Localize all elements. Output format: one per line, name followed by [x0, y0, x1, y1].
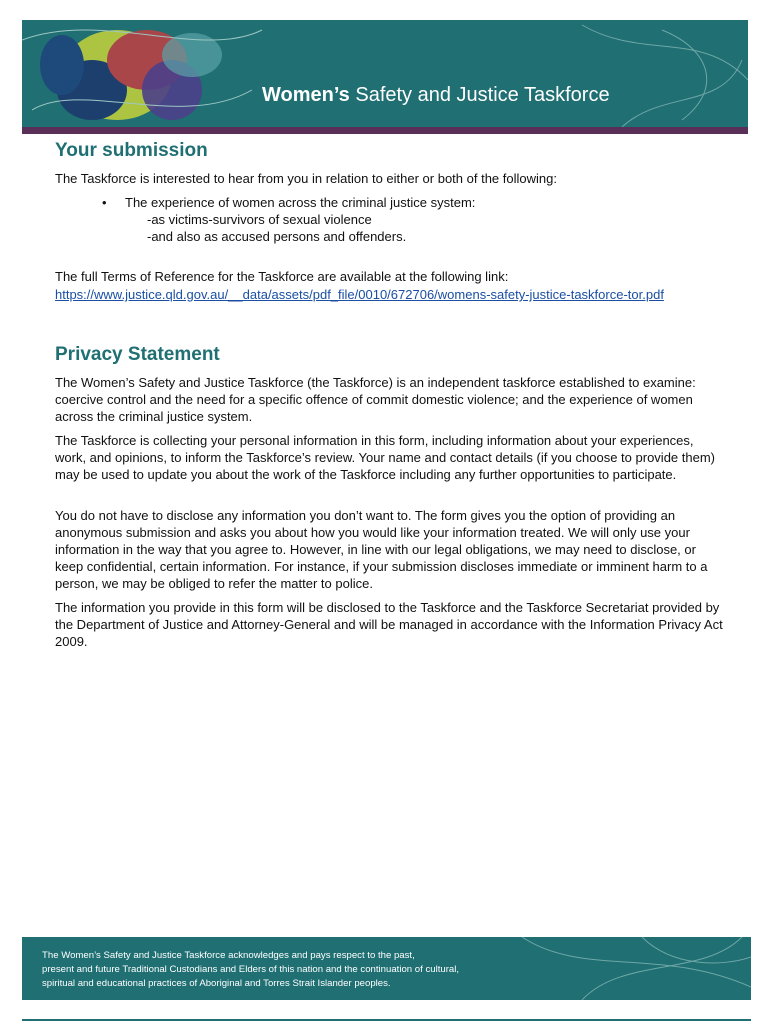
banner-title-bold: Women’s: [262, 84, 350, 106]
footer-line-2: present and future Traditional Custodians and Elders of this nation and the continuation of cultural,: [42, 964, 460, 975]
decorative-artwork: [22, 20, 748, 127]
footer-line-3: spiritual and educational practices of Aboriginal and Torres Strait Islander peoples.: [42, 978, 391, 989]
bullet-sub-item-2: -and also as accused persons and offenders.: [147, 229, 407, 244]
privacy-paragraph-1: The Women’s Safety and Justice Taskforce (the Taskforce) is an independent taskforce established to examine: coercive control and the need for a specific offence of commit domestic violence; and the experience of women across the criminal justice system.: [55, 375, 696, 424]
footer-rule: [22, 1019, 751, 1021]
privacy-paragraph-2: The Taskforce is collecting your personal information in this form, including information about your experiences, work, and opinions, to inform the Taskforce’s review. Your name and contact details (if you choose to provide them) may be used to update you about the work of the Taskforce including any further opportunities to participate.: [55, 433, 715, 482]
tor-text: The full Terms of Reference for the Taskforce are available at the following link:: [55, 269, 509, 284]
bullet-sub-item-1: -as victims-survivors of sexual violence: [147, 212, 372, 227]
bullet-icon: •: [102, 195, 107, 210]
banner-accent-strip: [22, 127, 748, 134]
submission-heading: Your submission: [55, 140, 208, 161]
privacy-paragraph-3: You do not have to disclose any information you don’t want to. The form gives you the option of providing an anonymous submission and asks you about how you would like your information treated. We will only use your information in the way that you agree to. However, in line with our legal obligations, we may need to disclose, or keep confidential, certain information. For instance, if your submission discloses immediate or imminent harm to a person, we may be obliged to refer the matter to police.: [55, 508, 708, 591]
privacy-paragraph-4: The information you provide in this form will be disclosed to the Taskforce and the Taskforce Secretariat provided by the Department of Justice and Attorney-General and will be managed in accordance with the Information Privacy Act 2009.: [55, 600, 723, 649]
banner-title-rest: Safety and Justice Taskforce: [349, 84, 610, 106]
footer-line-1: The Women’s Safety and Justice Taskforce acknowledges and pays respect to the past,: [42, 950, 415, 961]
header-banner: [22, 20, 748, 127]
bullet-item: The experience of women across the criminal justice system:: [125, 195, 476, 210]
tor-link[interactable]: https://www.justice.qld.gov.au/__data/assets/pdf_file/0010/672706/womens-safety-justice-taskforce-tor.pdf: [55, 287, 664, 302]
privacy-heading: Privacy Statement: [55, 344, 220, 365]
footer-text: [42, 949, 459, 991]
submission-intro: The Taskforce is interested to hear from you in relation to either or both of the following:: [55, 171, 557, 186]
footer-acknowledgement: [22, 937, 751, 1000]
banner-title: [262, 84, 610, 107]
